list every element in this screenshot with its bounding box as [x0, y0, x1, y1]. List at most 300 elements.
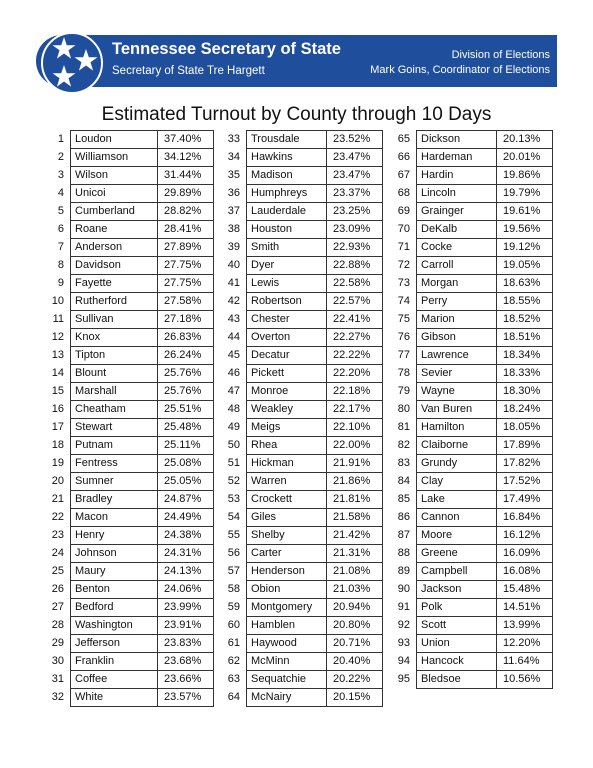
- county-cell: Sequatchie: [247, 671, 327, 689]
- turnout-cell: 18.33%: [497, 365, 553, 383]
- rank-cell: 37: [227, 205, 240, 217]
- rank-cell: 10: [51, 295, 64, 307]
- rank-cell: 4: [57, 187, 64, 199]
- turnout-cell: 22.00%: [327, 437, 383, 455]
- rank-cell: 18: [51, 439, 64, 451]
- rank-cell: 70: [397, 223, 410, 235]
- rank-cell: 1: [57, 133, 64, 145]
- table-row: [390, 437, 553, 455]
- turnout-cell: 23.99%: [158, 599, 214, 617]
- rank-cell: 9: [57, 277, 64, 289]
- county-cell: McMinn: [247, 653, 327, 671]
- rank-cell: 85: [397, 493, 410, 505]
- turnout-cell: 18.30%: [497, 383, 553, 401]
- table-row: [44, 275, 214, 293]
- rank-cell: 14: [51, 367, 64, 379]
- turnout-cell: 23.57%: [158, 689, 214, 707]
- turnout-cell: 19.86%: [497, 167, 553, 185]
- turnout-cell: 26.83%: [158, 329, 214, 347]
- rank-cell: 61: [227, 637, 240, 649]
- rank-cell: 80: [397, 403, 410, 415]
- turnout-cell: 23.68%: [158, 653, 214, 671]
- county-cell: Morgan: [417, 275, 497, 293]
- table-row: [44, 347, 214, 365]
- turnout-cell: 22.41%: [327, 311, 383, 329]
- header-banner: [36, 35, 557, 87]
- rank-cell: 94: [397, 655, 410, 667]
- turnout-cell: 27.75%: [158, 275, 214, 293]
- county-cell: Carter: [247, 545, 327, 563]
- county-cell: Wilson: [71, 167, 158, 185]
- table-row: [390, 509, 553, 527]
- rank-cell: 27: [51, 601, 64, 613]
- table-row: [220, 221, 383, 239]
- table-row: [390, 167, 553, 185]
- table-row: [220, 671, 383, 689]
- rank-cell: 63: [227, 673, 240, 685]
- table-row: [390, 653, 553, 671]
- rank-cell: 28: [51, 619, 64, 631]
- county-cell: Chester: [247, 311, 327, 329]
- table-row: [220, 527, 383, 545]
- rank-cell: 65: [397, 133, 410, 145]
- turnout-cell: 24.49%: [158, 509, 214, 527]
- turnout-cell: 26.24%: [158, 347, 214, 365]
- turnout-cell: 23.52%: [327, 131, 383, 149]
- turnout-cell: 24.87%: [158, 491, 214, 509]
- rank-cell: 38: [227, 223, 240, 235]
- rank-cell: 83: [397, 457, 410, 469]
- turnout-cell: 21.42%: [327, 527, 383, 545]
- turnout-cell: 22.93%: [327, 239, 383, 257]
- table-row: [390, 311, 553, 329]
- turnout-cell: 20.15%: [327, 689, 383, 707]
- table-row: [44, 563, 214, 581]
- county-cell: Bradley: [71, 491, 158, 509]
- turnout-cell: 27.58%: [158, 293, 214, 311]
- table-row: [44, 401, 214, 419]
- table-row: [220, 239, 383, 257]
- county-cell: Jackson: [417, 581, 497, 599]
- county-cell: Shelby: [247, 527, 327, 545]
- turnout-cell: 25.76%: [158, 365, 214, 383]
- table-row: [44, 167, 214, 185]
- turnout-cell: 28.82%: [158, 203, 214, 221]
- turnout-cell: 19.79%: [497, 185, 553, 203]
- county-cell: Johnson: [71, 545, 158, 563]
- header-subtitle: Secretary of State Tre Hargett: [112, 65, 265, 77]
- rank-cell: 26: [51, 583, 64, 595]
- table-row: [390, 257, 553, 275]
- table-row: [220, 491, 383, 509]
- rank-cell: 39: [227, 241, 240, 253]
- rank-cell: 23: [51, 529, 64, 541]
- rank-cell: 5: [57, 205, 64, 217]
- county-cell: Williamson: [71, 149, 158, 167]
- rank-cell: 43: [227, 313, 240, 325]
- county-cell: Polk: [417, 599, 497, 617]
- table-row: [220, 311, 383, 329]
- rank-cell: 60: [227, 619, 240, 631]
- table-row: [220, 257, 383, 275]
- rank-cell: 86: [397, 511, 410, 523]
- county-cell: Carroll: [417, 257, 497, 275]
- rank-cell: 77: [397, 349, 410, 361]
- table-row: [390, 473, 553, 491]
- table-row: [390, 383, 553, 401]
- county-cell: Smith: [247, 239, 327, 257]
- turnout-cell: 27.18%: [158, 311, 214, 329]
- table-row: [44, 221, 214, 239]
- header-division: Division of Elections: [451, 49, 550, 61]
- table-row: [220, 617, 383, 635]
- turnout-cell: 20.80%: [327, 617, 383, 635]
- turnout-cell: 19.56%: [497, 221, 553, 239]
- turnout-cell: 13.99%: [497, 617, 553, 635]
- turnout-cell: 20.01%: [497, 149, 553, 167]
- table-row: [44, 185, 214, 203]
- table-row: [44, 509, 214, 527]
- rank-cell: 34: [227, 151, 240, 163]
- table-row: [390, 329, 553, 347]
- table-row: [390, 365, 553, 383]
- county-cell: Madison: [247, 167, 327, 185]
- rank-cell: 56: [227, 547, 240, 559]
- turnout-cell: 10.56%: [497, 671, 553, 689]
- rank-cell: 45: [227, 349, 240, 361]
- county-cell: Davidson: [71, 257, 158, 275]
- county-cell: Henderson: [247, 563, 327, 581]
- county-cell: Cannon: [417, 509, 497, 527]
- table-row: [220, 401, 383, 419]
- turnout-cell: 18.34%: [497, 347, 553, 365]
- rank-cell: 31: [51, 673, 64, 685]
- table-row: [44, 419, 214, 437]
- county-cell: Hamilton: [417, 419, 497, 437]
- county-cell: Clay: [417, 473, 497, 491]
- county-cell: Haywood: [247, 635, 327, 653]
- rank-cell: 15: [51, 385, 64, 397]
- rank-cell: 93: [397, 637, 410, 649]
- rank-cell: 13: [51, 349, 64, 361]
- rank-cell: 55: [227, 529, 240, 541]
- county-cell: Monroe: [247, 383, 327, 401]
- table-row: [220, 509, 383, 527]
- table-row: [220, 347, 383, 365]
- county-cell: Lake: [417, 491, 497, 509]
- turnout-cell: 22.27%: [327, 329, 383, 347]
- table-row: [44, 491, 214, 509]
- rank-cell: 52: [227, 475, 240, 487]
- table-row: [390, 185, 553, 203]
- turnout-cell: 28.41%: [158, 221, 214, 239]
- turnout-cell: 17.49%: [497, 491, 553, 509]
- table-row: [220, 329, 383, 347]
- rank-cell: 95: [397, 673, 410, 685]
- table-row: [44, 365, 214, 383]
- county-cell: Anderson: [71, 239, 158, 257]
- county-cell: Hawkins: [247, 149, 327, 167]
- table-row: [220, 365, 383, 383]
- table-row: [390, 635, 553, 653]
- county-cell: Grainger: [417, 203, 497, 221]
- county-cell: Obion: [247, 581, 327, 599]
- county-cell: Franklin: [71, 653, 158, 671]
- county-cell: Benton: [71, 581, 158, 599]
- turnout-cell: 21.58%: [327, 509, 383, 527]
- table-row: [44, 203, 214, 221]
- county-cell: Moore: [417, 527, 497, 545]
- header-title: Tennessee Secretary of State: [112, 40, 341, 58]
- table-row: [44, 437, 214, 455]
- turnout-cell: 20.22%: [327, 671, 383, 689]
- turnout-cell: 23.37%: [327, 185, 383, 203]
- table-row: [390, 131, 553, 149]
- table-row: [44, 473, 214, 491]
- table-row: [390, 293, 553, 311]
- county-cell: Lewis: [247, 275, 327, 293]
- rank-cell: 16: [51, 403, 64, 415]
- county-cell: Cocke: [417, 239, 497, 257]
- rank-cell: 46: [227, 367, 240, 379]
- rank-cell: 57: [227, 565, 240, 577]
- turnout-cell: 31.44%: [158, 167, 214, 185]
- county-cell: Stewart: [71, 419, 158, 437]
- county-cell: Lawrence: [417, 347, 497, 365]
- turnout-cell: 21.91%: [327, 455, 383, 473]
- rank-cell: 88: [397, 547, 410, 559]
- table-row: [44, 635, 214, 653]
- county-cell: Scott: [417, 617, 497, 635]
- table-row: [44, 617, 214, 635]
- turnout-cell: 23.47%: [327, 149, 383, 167]
- rank-cell: 33: [227, 133, 240, 145]
- rank-cell: 89: [397, 565, 410, 577]
- county-cell: Hardeman: [417, 149, 497, 167]
- county-cell: Sumner: [71, 473, 158, 491]
- turnout-cell: 19.61%: [497, 203, 553, 221]
- county-cell: DeKalb: [417, 221, 497, 239]
- rank-cell: 42: [227, 295, 240, 307]
- rank-cell: 12: [51, 331, 64, 343]
- county-cell: Putnam: [71, 437, 158, 455]
- rank-cell: 3: [57, 169, 64, 181]
- table-row: [220, 293, 383, 311]
- county-cell: Union: [417, 635, 497, 653]
- turnout-table-column-1: [44, 130, 214, 707]
- county-cell: Loudon: [71, 131, 158, 149]
- county-cell: Unicoi: [71, 185, 158, 203]
- county-cell: Rhea: [247, 437, 327, 455]
- rank-cell: 81: [397, 421, 410, 433]
- county-cell: Perry: [417, 293, 497, 311]
- tri-star-icon: [34, 31, 110, 95]
- county-cell: Knox: [71, 329, 158, 347]
- table-row: [44, 311, 214, 329]
- county-cell: Warren: [247, 473, 327, 491]
- county-cell: Tipton: [71, 347, 158, 365]
- turnout-cell: 18.05%: [497, 419, 553, 437]
- rank-cell: 75: [397, 313, 410, 325]
- county-cell: Giles: [247, 509, 327, 527]
- table-row: [390, 455, 553, 473]
- turnout-cell: 16.12%: [497, 527, 553, 545]
- county-cell: Greene: [417, 545, 497, 563]
- table-row: [390, 491, 553, 509]
- table-row: [44, 653, 214, 671]
- rank-cell: 30: [51, 655, 64, 667]
- rank-cell: 91: [397, 601, 410, 613]
- table-row: [220, 149, 383, 167]
- table-row: [44, 599, 214, 617]
- rank-cell: 25: [51, 565, 64, 577]
- rank-cell: 66: [397, 151, 410, 163]
- rank-cell: 41: [227, 277, 240, 289]
- table-row: [220, 275, 383, 293]
- turnout-cell: 21.81%: [327, 491, 383, 509]
- county-cell: Cheatham: [71, 401, 158, 419]
- county-cell: Claiborne: [417, 437, 497, 455]
- turnout-cell: 16.09%: [497, 545, 553, 563]
- turnout-cell: 17.52%: [497, 473, 553, 491]
- rank-cell: 67: [397, 169, 410, 181]
- county-cell: Bedford: [71, 599, 158, 617]
- rank-cell: 8: [57, 259, 64, 271]
- rank-cell: 76: [397, 331, 410, 343]
- table-row: [220, 437, 383, 455]
- rank-cell: 71: [397, 241, 410, 253]
- county-cell: Hancock: [417, 653, 497, 671]
- table-row: [44, 383, 214, 401]
- rank-cell: 68: [397, 187, 410, 199]
- county-cell: Pickett: [247, 365, 327, 383]
- county-cell: Hardin: [417, 167, 497, 185]
- county-cell: Gibson: [417, 329, 497, 347]
- table-row: [220, 185, 383, 203]
- rank-cell: 79: [397, 385, 410, 397]
- rank-cell: 19: [51, 457, 64, 469]
- turnout-cell: 22.18%: [327, 383, 383, 401]
- turnout-cell: 18.24%: [497, 401, 553, 419]
- turnout-cell: 22.22%: [327, 347, 383, 365]
- county-cell: Overton: [247, 329, 327, 347]
- county-cell: Wayne: [417, 383, 497, 401]
- rank-cell: 69: [397, 205, 410, 217]
- table-row: [220, 635, 383, 653]
- turnout-cell: 12.20%: [497, 635, 553, 653]
- table-row: [44, 455, 214, 473]
- turnout-cell: 14.51%: [497, 599, 553, 617]
- turnout-cell: 18.52%: [497, 311, 553, 329]
- table-row: [390, 149, 553, 167]
- table-row: [390, 221, 553, 239]
- table-row: [44, 329, 214, 347]
- county-cell: Fayette: [71, 275, 158, 293]
- county-cell: Lauderdale: [247, 203, 327, 221]
- turnout-cell: 15.48%: [497, 581, 553, 599]
- rank-cell: 58: [227, 583, 240, 595]
- table-row: [220, 455, 383, 473]
- turnout-table-column-3: [390, 130, 553, 689]
- county-cell: Sevier: [417, 365, 497, 383]
- table-row: [220, 563, 383, 581]
- rank-cell: 7: [57, 241, 64, 253]
- table-row: [220, 581, 383, 599]
- header-coordinator: Mark Goins, Coordinator of Elections: [370, 64, 550, 76]
- turnout-cell: 21.86%: [327, 473, 383, 491]
- table-row: [44, 131, 214, 149]
- turnout-cell: 22.58%: [327, 275, 383, 293]
- turnout-cell: 25.08%: [158, 455, 214, 473]
- rank-cell: 47: [227, 385, 240, 397]
- county-cell: Crockett: [247, 491, 327, 509]
- county-cell: Hamblen: [247, 617, 327, 635]
- table-row: [220, 383, 383, 401]
- table-row: [390, 563, 553, 581]
- rank-cell: 32: [51, 691, 64, 703]
- table-row: [44, 239, 214, 257]
- county-cell: Washington: [71, 617, 158, 635]
- turnout-cell: 16.08%: [497, 563, 553, 581]
- rank-cell: 22: [51, 511, 64, 523]
- turnout-cell: 17.89%: [497, 437, 553, 455]
- table-row: [390, 581, 553, 599]
- county-cell: Jefferson: [71, 635, 158, 653]
- rank-cell: 11: [52, 313, 64, 325]
- table-row: [220, 203, 383, 221]
- table-row: [390, 203, 553, 221]
- county-cell: Marshall: [71, 383, 158, 401]
- turnout-cell: 25.11%: [158, 437, 214, 455]
- county-cell: Trousdale: [247, 131, 327, 149]
- rank-cell: 87: [397, 529, 410, 541]
- county-cell: Fentress: [71, 455, 158, 473]
- county-cell: Cumberland: [71, 203, 158, 221]
- table-row: [44, 527, 214, 545]
- county-cell: Meigs: [247, 419, 327, 437]
- turnout-cell: 27.75%: [158, 257, 214, 275]
- table-row: [44, 257, 214, 275]
- rank-cell: 2: [57, 151, 64, 163]
- rank-cell: 64: [227, 691, 240, 703]
- turnout-cell: 18.63%: [497, 275, 553, 293]
- rank-cell: 72: [397, 259, 410, 271]
- county-cell: Coffee: [71, 671, 158, 689]
- rank-cell: 59: [227, 601, 240, 613]
- turnout-cell: 29.89%: [158, 185, 214, 203]
- turnout-cell: 23.66%: [158, 671, 214, 689]
- rank-cell: 50: [227, 439, 240, 451]
- turnout-cell: 23.09%: [327, 221, 383, 239]
- county-cell: Dyer: [247, 257, 327, 275]
- county-cell: White: [71, 689, 158, 707]
- table-row: [44, 581, 214, 599]
- county-cell: Houston: [247, 221, 327, 239]
- turnout-cell: 24.06%: [158, 581, 214, 599]
- turnout-cell: 11.64%: [497, 653, 553, 671]
- county-cell: Dickson: [417, 131, 497, 149]
- rank-cell: 6: [57, 223, 64, 235]
- rank-cell: 35: [227, 169, 240, 181]
- county-cell: Rutherford: [71, 293, 158, 311]
- table-row: [44, 545, 214, 563]
- table-row: [44, 671, 214, 689]
- rank-cell: 54: [227, 511, 240, 523]
- table-row: [390, 275, 553, 293]
- turnout-cell: 21.31%: [327, 545, 383, 563]
- rank-cell: 29: [51, 637, 64, 649]
- turnout-cell: 20.94%: [327, 599, 383, 617]
